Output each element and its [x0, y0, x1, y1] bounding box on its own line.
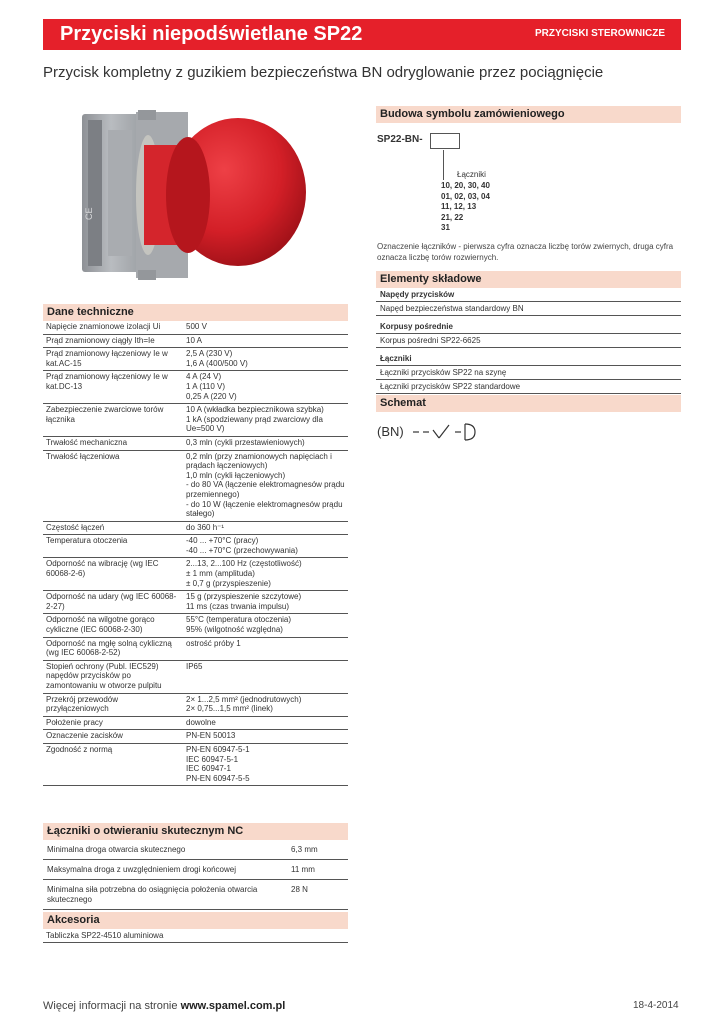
tech-row-label: Odporność na udary (wg IEC 60068-2-27) [46, 592, 177, 611]
tech-row [43, 694, 348, 717]
order-code-prefix: SP22-BN- [377, 134, 423, 145]
components-heading: Elementy składowe [376, 271, 681, 288]
tech-row-label: Odporność na wibrację (wg IEC 60068-2-6) [46, 559, 159, 579]
tech-row-label: Położenie pracy [46, 717, 103, 727]
contact-code: 21, 22 [441, 212, 464, 222]
tech-row [43, 335, 348, 349]
tech-row-label: Stopień ochrony (Publ. IEC529) napędów przycisków po zamontowaniu w otworze pulpitu [46, 661, 162, 690]
accessories-section [43, 912, 348, 943]
tech-row-value: 500 V [186, 322, 207, 331]
tech-row-value: 10 A (wkładka bezpiecznikowa szybka) 1 kA (spodziewany prąd zwarciowy dla Ue=500 V) [186, 405, 324, 434]
nc-row-value: 6,3 mm [291, 845, 318, 854]
accessory-item: Tabliczka SP22-4510 aluminiowa [43, 929, 348, 943]
tech-row-label: Trwałość mechaniczna [46, 437, 128, 447]
page-title: Przyciski niepodświetlane SP22 [60, 23, 363, 45]
tech-row [43, 321, 348, 335]
contact-code: 10, 20, 30, 40 [441, 181, 490, 190]
tech-row-label: Trwałość łączeniowa [46, 451, 120, 461]
order-code-heading: Budowa symbolu zamówieniowego [376, 106, 681, 123]
components-item: Korpus pośredni SP22-6625 [376, 334, 681, 348]
nc-contacts-table [43, 840, 348, 910]
nc-row [43, 860, 348, 880]
tech-row [43, 348, 348, 371]
tech-row [43, 717, 348, 731]
tech-row-value: 55°C (temperatura otoczenia) 95% (wilgotność względna) [186, 615, 292, 635]
components-item: Łączniki przycisków SP22 standardowe [376, 380, 681, 394]
nc-row-label: Minimalna droga otwarcia skutecznego [47, 845, 186, 854]
tech-row-label: Zgodność z normą [46, 744, 113, 754]
technical-data-table [43, 321, 348, 786]
technical-data-heading: Dane techniczne [43, 304, 348, 321]
page-subtitle: Przycisk kompletny z guzikiem bezpieczeństwa BN odryglowanie przez pociągnięcie [43, 64, 604, 81]
tech-row [43, 591, 348, 614]
nc-row-value: 11 mm [291, 865, 315, 874]
tech-row-label: Prąd znamionowy łączeniowy Ie w kat.AC-15 [46, 349, 168, 368]
contacts-label: Łączniki [457, 170, 486, 179]
schema-label: (BN) [377, 424, 404, 439]
tech-row-value: 0,2 mln (przy znamionowych napięciach i prądach łączeniowych) 1,0 mln (cykli łączeniowych) - do 80 VA (łączenie elektromagnesów prądu przemiennego) - do 10 W (łączenie elektromagnesów prądu stałego) [186, 451, 345, 519]
tech-row-value: dowolne [186, 717, 216, 727]
header-bar [43, 19, 681, 50]
components-category: Łączniki [376, 352, 681, 366]
tech-row-value: 10 A [186, 335, 203, 345]
tech-row [43, 522, 348, 536]
tech-row-value: do 360 h⁻¹ [186, 522, 225, 532]
tech-row-value: 2,5 A (230 V) 1,6 A (400/500 V) [186, 349, 248, 368]
tech-row [43, 730, 348, 744]
tech-row-value: 2× 1...2,5 mm² (jednodrutowych) 2× 0,75...1,5 mm² (linek) [186, 694, 302, 714]
contact-code: 01, 02, 03, 04 [441, 191, 490, 201]
components-category: Napędy przycisków [376, 288, 681, 302]
components-item: Łączniki przycisków SP22 na szynę [376, 366, 681, 380]
nc-row-value: 28 N [291, 885, 308, 894]
tech-row-value: PN-EN 50013 [186, 731, 236, 741]
tech-row-label: Przekrój przewodów przyłączeniowych [46, 694, 119, 714]
nc-row [43, 880, 348, 910]
tech-row [43, 558, 348, 591]
contact-code: 31 [441, 223, 450, 232]
tech-row [43, 371, 348, 404]
tech-row-value: 15 g (przyspieszenie szczytowe) 11 ms (czas trwania impulsu) [186, 592, 302, 611]
tech-row [43, 614, 348, 637]
footer-info [43, 1000, 285, 1012]
footer-text: Więcej informacji na stronie [43, 1000, 178, 1012]
category-label: PRZYCISKI STEROWNICZE [534, 28, 665, 39]
schema-section [376, 395, 681, 412]
tech-row [43, 404, 348, 437]
components-item: Napęd bezpieczeństwa standardowy BN [376, 302, 681, 316]
tech-row-label: Prąd znamionowy łączeniowy Ie w kat.DC-13 [46, 372, 168, 391]
tech-row [43, 437, 348, 451]
order-code-box [430, 133, 460, 149]
tech-row-value: ostrość próby 1 [186, 638, 241, 648]
tech-row-value: 4 A (24 V) 1 A (110 V) 0,25 A (220 V) [186, 372, 237, 401]
nc-contacts-section [43, 823, 348, 910]
tech-row-value: 2...13, 2...100 Hz (częstotliwość) ± 1 mm (amplituda) ± 0,7 g (przyspieszenie) [186, 559, 302, 588]
tech-row-value: PN-EN 60947-5-1 IEC 60947-5-1 IEC 60947-1 PN-EN 60947-5-5 [186, 744, 250, 783]
tech-row [43, 661, 348, 694]
tech-row-label: Odporność na mgłę solną cykliczną (wg IEC 60068-2-52) [46, 638, 172, 658]
svg-text:CE: CE [84, 207, 94, 220]
accessories-heading: Akcesoria [43, 912, 348, 929]
tech-row-label: Prąd znamionowy ciągły Ith=Ie [46, 335, 155, 345]
tech-row [43, 744, 348, 786]
nc-row [43, 840, 348, 860]
tech-row-label: Oznaczenie zacisków [46, 731, 123, 741]
nc-contacts-heading: Łączniki o otwieraniu skutecznym NC [43, 823, 348, 840]
tech-row-value: 0,3 mln (cykli przestawieniowych) [186, 437, 305, 447]
footer-date: 18-4-2014 [633, 1000, 679, 1011]
tech-row-label: Temperatura otoczenia [46, 536, 128, 546]
components-section [376, 271, 681, 398]
order-code-section [376, 106, 681, 123]
tech-row-value: IP65 [186, 661, 203, 671]
product-image [78, 110, 318, 280]
nc-row-label: Minimalna siła potrzebna do osiągnięcia położenia otwarcia skutecznego [47, 885, 258, 904]
contact-codes-list [441, 181, 490, 234]
footer-link[interactable]: www.spamel.com.pl [180, 1000, 286, 1012]
contact-code: 11, 12, 13 [441, 202, 477, 211]
nc-row-label: Maksymalna droga z uwzględnieniem drogi końcowej [47, 865, 236, 874]
tech-row-value: -40 ... +70°C (pracy) -40 ... +70°C (przechowywania) [186, 536, 298, 555]
order-code-note: Oznaczenie łączników - pierwsza cyfra oznacza liczbę torów zwiernych, druga cyfra oznacza liczbę torów rozwiernych. [377, 242, 674, 262]
tech-row [43, 638, 348, 661]
tech-row-label: Napięcie znamionowe izolacji Ui [46, 322, 161, 331]
components-category: Korpusy pośrednie [376, 320, 681, 334]
order-code-pointer [443, 150, 444, 180]
tech-row [43, 451, 348, 522]
tech-row-label: Odporność na wilgotne gorąco cykliczne (IEC 60068-2-30) [46, 615, 155, 635]
tech-row-label: Zabezpieczenie zwarciowe torów łącznika [46, 405, 164, 424]
schema-symbol [377, 420, 527, 444]
technical-data-section [43, 304, 348, 786]
schema-heading: Schemat [376, 395, 681, 412]
tech-row-label: Częstość łączeń [46, 522, 105, 532]
tech-row [43, 535, 348, 558]
